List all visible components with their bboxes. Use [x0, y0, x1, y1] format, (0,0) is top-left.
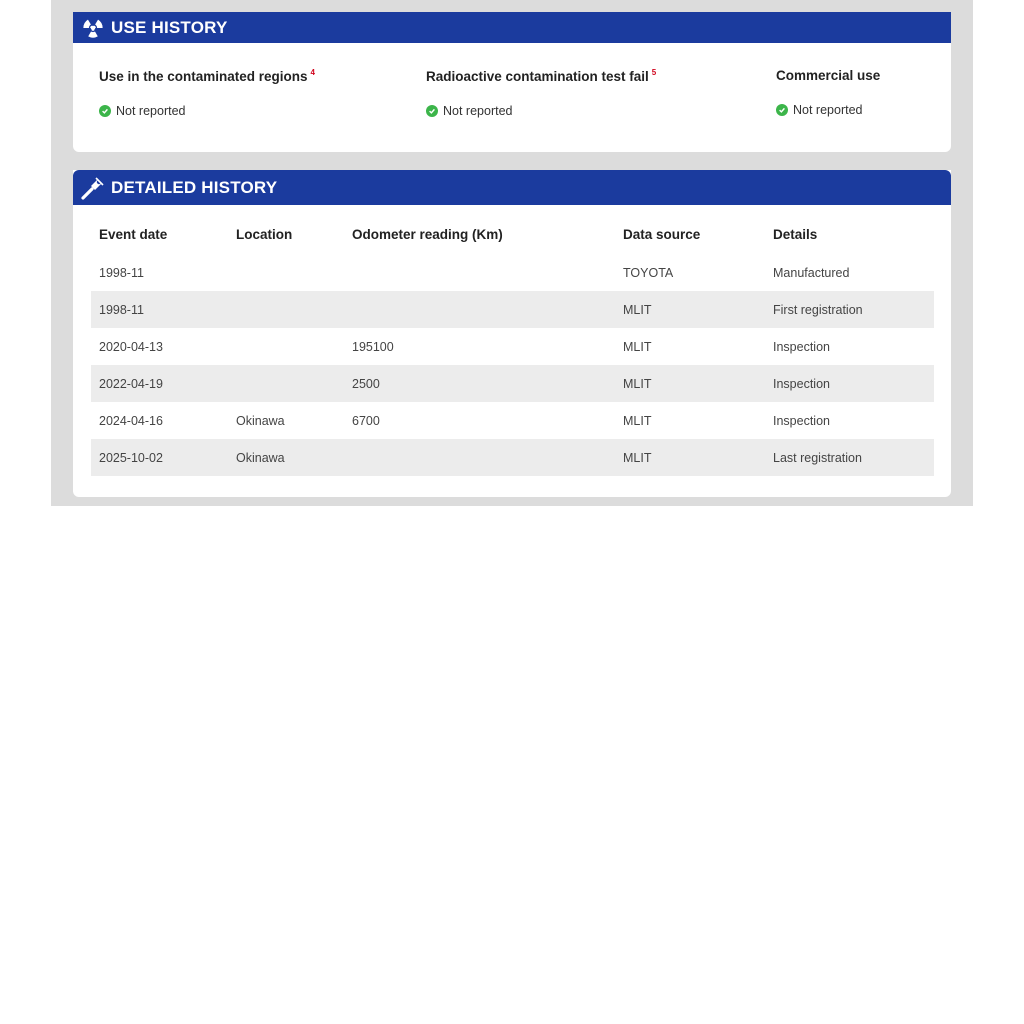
table-row: [91, 291, 934, 328]
contaminated-regions-column: [99, 68, 315, 118]
cell-location: [228, 328, 344, 365]
cell-data-source: TOYOTA: [623, 265, 674, 280]
radiation-icon: [81, 16, 105, 40]
page-panel: [51, 0, 973, 506]
cell-location: [228, 365, 344, 402]
column-heading: [99, 68, 315, 84]
radioactive-test-column: [426, 68, 656, 118]
wrench-icon: [81, 176, 105, 200]
contaminated-regions-label: Use in the contaminated regions: [99, 69, 308, 84]
detailed-history-card: [73, 170, 951, 497]
column-heading: [776, 68, 880, 83]
radioactive-test-label: Radioactive contamination test fail: [426, 69, 649, 84]
cell-details: Manufactured: [773, 265, 850, 280]
cell-details: Inspection: [773, 339, 830, 354]
cell-data-source: MLIT: [623, 450, 652, 465]
cell-data-source: MLIT: [623, 413, 652, 428]
use-history-header: [73, 12, 951, 43]
check-circle-icon: [776, 104, 788, 116]
detailed-history-title: DETAILED HISTORY: [111, 177, 278, 197]
use-history-title: USE HISTORY: [111, 17, 228, 37]
column-heading: [426, 68, 656, 84]
cell-event-date: 2025-10-02: [99, 450, 163, 465]
cell-event-date: 1998-11: [99, 265, 144, 280]
status-text: Not reported: [116, 104, 186, 118]
cell-odometer: 2500: [352, 376, 380, 391]
cell-data-source: MLIT: [623, 376, 652, 391]
table-row: [91, 254, 934, 291]
table-row: [91, 365, 934, 402]
status-text: Not reported: [443, 104, 513, 118]
history-table: [91, 227, 934, 476]
header-odometer: Odometer reading (Km): [352, 227, 503, 242]
cell-details: Last registration: [773, 450, 862, 465]
table-row: [91, 402, 934, 439]
check-circle-icon: [426, 105, 438, 117]
cell-odometer: [344, 439, 615, 476]
cell-details: First registration: [773, 302, 863, 317]
status-value: [776, 103, 880, 117]
header-event-date: Event date: [99, 227, 168, 242]
cell-event-date: 1998-11: [99, 302, 144, 317]
status-value: [426, 104, 656, 118]
check-circle-icon: [99, 105, 111, 117]
cell-odometer: [344, 254, 615, 291]
cell-data-source: MLIT: [623, 302, 652, 317]
use-history-card: [73, 12, 951, 152]
cell-event-date: 2020-04-13: [99, 339, 163, 354]
footnote-marker[interactable]: 5: [651, 68, 657, 77]
cell-odometer: [344, 291, 615, 328]
cell-location: [228, 254, 344, 291]
cell-location: Okinawa: [236, 413, 285, 428]
header-location: Location: [236, 227, 293, 242]
cell-data-source: MLIT: [623, 339, 652, 354]
status-text: Not reported: [793, 103, 863, 117]
table-row: [91, 328, 934, 365]
cell-odometer: 6700: [352, 413, 380, 428]
table-header-row: [91, 227, 934, 254]
header-data-source: Data source: [623, 227, 701, 242]
cell-details: Inspection: [773, 413, 830, 428]
detailed-history-header: [73, 170, 951, 205]
table-row: [91, 439, 934, 476]
commercial-use-column: [776, 68, 880, 117]
header-details: Details: [773, 227, 818, 242]
cell-location: Okinawa: [236, 450, 285, 465]
cell-odometer: 195100: [352, 339, 394, 354]
cell-location: [228, 291, 344, 328]
footnote-marker[interactable]: 4: [310, 68, 315, 77]
cell-event-date: 2022-04-19: [99, 376, 163, 391]
commercial-use-label: Commercial use: [776, 68, 881, 83]
cell-event-date: 2024-04-16: [99, 413, 163, 428]
cell-details: Inspection: [773, 376, 830, 391]
status-value: [99, 104, 315, 118]
